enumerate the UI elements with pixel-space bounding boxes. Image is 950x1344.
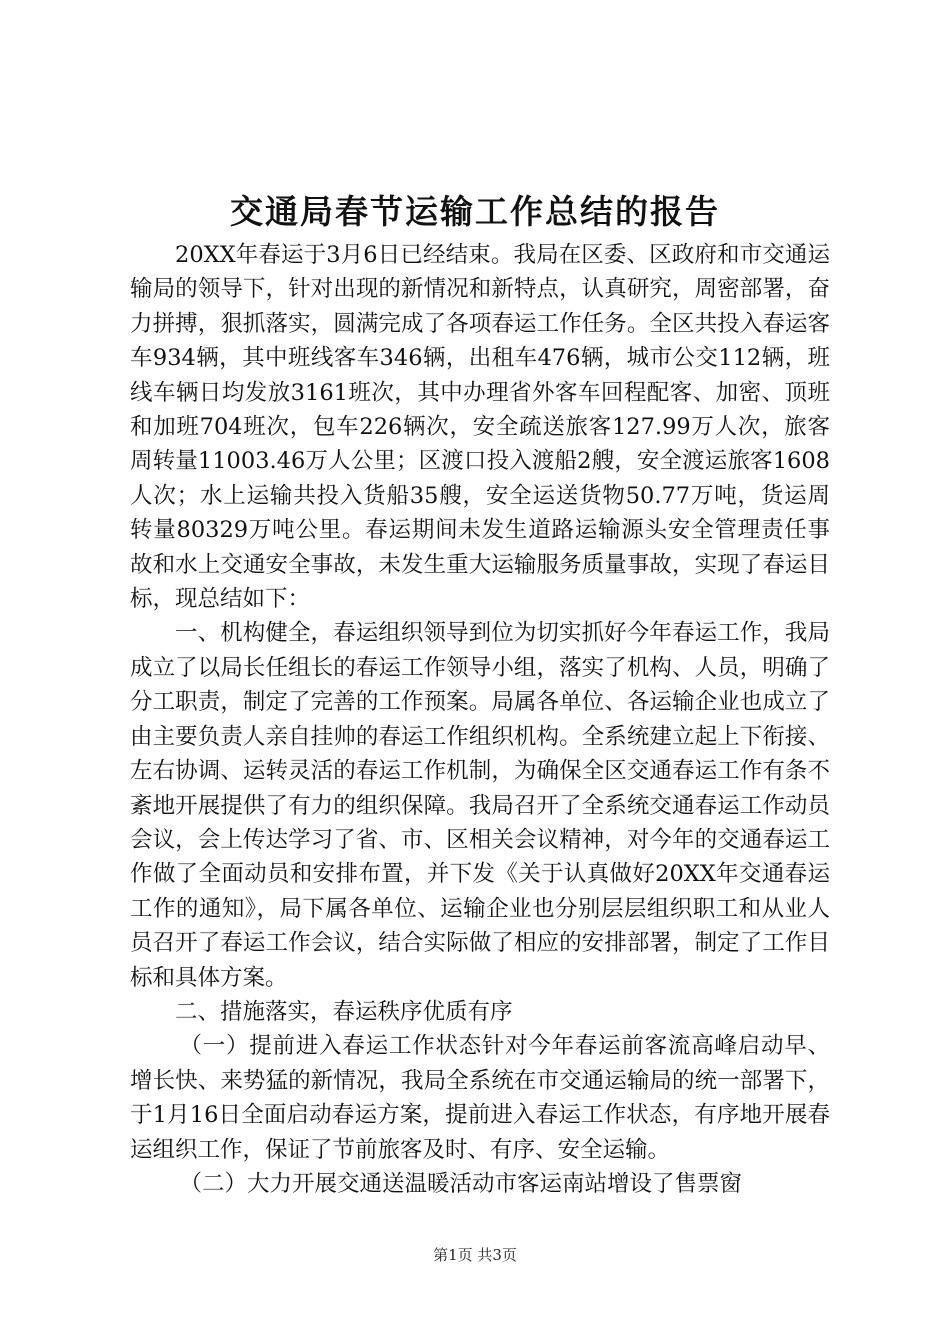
paragraph-subsection-2: （二）大力开展交通送温暖活动市客运南站增设了售票窗: [179, 1170, 743, 1197]
document-title: 交通局春节运输工作总结的报告: [230, 192, 720, 231]
paragraph-section-2-heading: 二、措施落实，春运秩序优质有序: [175, 998, 513, 1025]
paragraph-subsection-1: （一）提前进入春运工作状态针对今年春运前客流高峰启动早、增长快、来势猛的新情况，我局全系统在市交通运输局的统一部署下，于1月16日全面启动春运方案，提前进入春运工作状态，有序地开展春运组织工作，保证了节前旅客及时、有序、安全运输。: [130, 1033, 830, 1163]
page-footer: 第1页 共3页: [433, 1246, 517, 1264]
document-body: [130, 238, 830, 1201]
paragraph-intro: 20XX年春运于3月6日已经结束。我局在区委、区政府和市交通运输局的领导下，针对出现的新情况和新特点，认真研究，周密部署，奋力拼搏，狠抓落实，圆满完成了各项春运工作任务。全区共投入春运客车934辆，其中班线客车346辆，出租车476辆，城市公交112辆，班线车辆日均发放3161班次，其中办理省外客车回程配客、加密、顶班和加班704班次，包车226辆次，安全疏送旅客127.99万人次，旅客周转量11003.46万人公里；区渡口投入渡船2艘，安全渡运旅客1608人次；水上运输共投入货船35艘，安全运送货物50.77万吨，货运周转量80329万吨公里。春运期间未发生道路运输源头安全管理责任事故和水上交通安全事故，未发生重大运输服务质量事故，实现了春运目标，现总结如下：: [130, 242, 830, 613]
paragraph-section-1: 一、机构健全，春运组织领导到位为切实抓好今年春运工作，我局成立了以局长任组长的春运工作领导小组，落实了机构、人员，明确了分工职责，制定了完善的工作预案。局属各单位、各运输企业也成立了由主要负责人亲自挂帅的春运工作组织机构。全系统建立起上下衔接、左右协调、运转灵活的春运工作机制，为确保全区交通春运工作有条不紊地开展提供了有力的组织保障。我局召开了全系统交通春运工作动员会议，会上传达学习了省、市、区相关会议精神，对今年的交通春运工作做了全面动员和安排布置，并下发《关于认真做好20XX年交通春运工作的通知》，局下属各单位、运输企业也分别层层组织职工和从业人员召开了春运工作会议，结合实际做了相应的安排部署，制定了工作目标和具体方案。: [130, 620, 830, 991]
